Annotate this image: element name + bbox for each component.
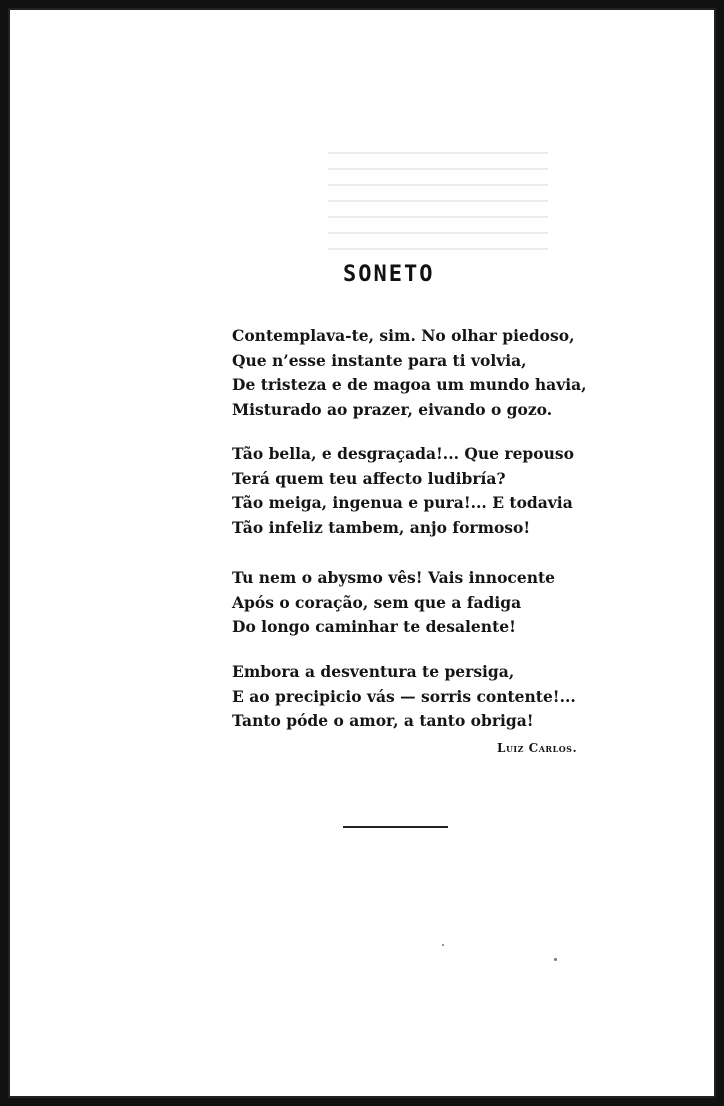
verse-line: Do longo caminhar te desalente! bbox=[232, 617, 516, 636]
section-divider bbox=[343, 826, 448, 828]
verse-line: Após o coração, sem que a fadiga bbox=[232, 592, 522, 612]
author-signature: Luiz Carlos. bbox=[497, 741, 578, 755]
verse-line: De tristeza e de magoa um mundo havia, bbox=[232, 375, 587, 394]
verse-line: Tão meiga, ingenua e pura!... E todavia bbox=[232, 493, 573, 512]
verse-line: Tão infeliz tambem, anjo formoso! bbox=[232, 517, 531, 537]
bleed-through-block bbox=[328, 138, 548, 258]
stanza-3 bbox=[232, 566, 555, 640]
bleed-through-header bbox=[158, 98, 163, 116]
verse-line: Tão bella, e desgraçada!... Que repouso bbox=[232, 444, 574, 463]
stanza-2 bbox=[232, 442, 574, 540]
verse-line: Tanto póde o amor, a tanto obriga! bbox=[232, 711, 534, 730]
page bbox=[8, 8, 716, 1098]
verse-line: Embora a desventura te persiga, bbox=[232, 662, 515, 681]
verse-line: Contemplava-te, sim. No olhar piedoso, bbox=[232, 326, 575, 345]
paper-speck bbox=[554, 958, 557, 961]
poem-title: SONETO bbox=[343, 262, 435, 287]
verse-line: E ao precipicio vás — sorris contente!... bbox=[232, 686, 576, 706]
verse-line: Tu nem o abysmo vês! Vais innocente bbox=[232, 568, 555, 587]
stanza-4 bbox=[232, 660, 576, 734]
stanza-1 bbox=[232, 324, 587, 422]
verse-line: Misturado ao prazer, eivando o gozo. bbox=[232, 399, 553, 419]
verse-line: Terá quem teu affecto ludibría? bbox=[232, 468, 506, 488]
verse-line: Que n’esse instante para ti volvia, bbox=[232, 350, 527, 370]
paper-speck bbox=[442, 944, 444, 946]
